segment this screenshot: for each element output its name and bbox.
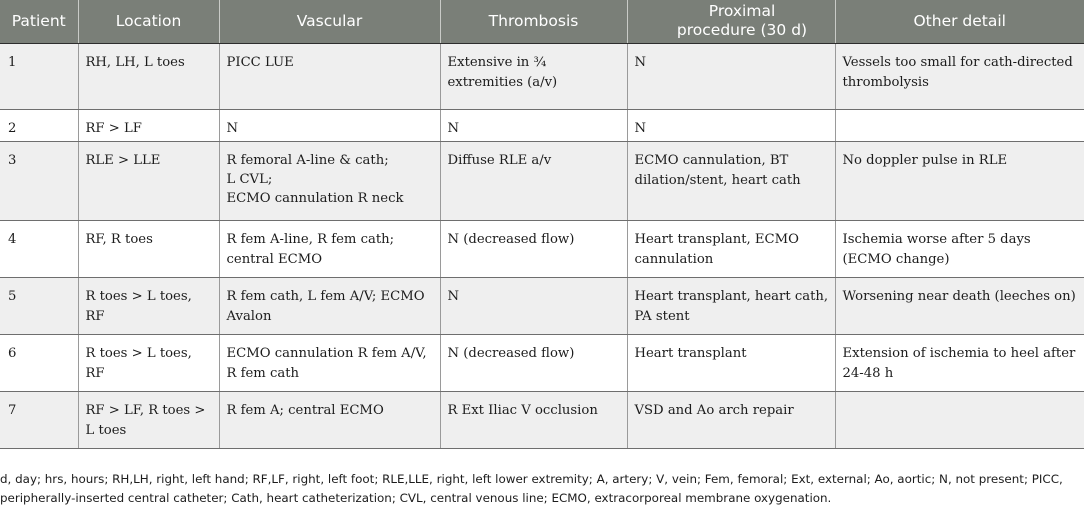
cell-other-detail: Ischemia worse after 5 days (ECMO change) — [835, 220, 1084, 277]
cell-thrombosis: Extensive in ¾ extremities (a/v) — [440, 43, 627, 109]
cell-thrombosis: N — [440, 277, 627, 334]
cell-proximal-procedure: N — [627, 109, 835, 141]
cell-location: RH, LH, L toes — [78, 43, 219, 109]
cell-thrombosis: R Ext Iliac V occlusion — [440, 391, 627, 448]
table-row — [0, 391, 1084, 448]
header-other-detail: Other detail — [835, 0, 1084, 43]
cell-location: R toes > L toes, RF — [78, 334, 219, 391]
cell-location: RF > LF, R toes > L toes — [78, 391, 219, 448]
cell-patient: 7 — [0, 391, 78, 448]
header-proximal-procedure: Proximal procedure (30 d) — [627, 0, 835, 43]
cell-location: RF, R toes — [78, 220, 219, 277]
table-row — [0, 109, 1084, 141]
cell-location: R toes > L toes, RF — [78, 277, 219, 334]
cell-patient: 6 — [0, 334, 78, 391]
cell-proximal-procedure: VSD and Ao arch repair — [627, 391, 835, 448]
cell-other-detail: Worsening near death (leeches on) — [835, 277, 1084, 334]
cell-proximal-procedure: Heart transplant, ECMO cannulation — [627, 220, 835, 277]
header-thrombosis: Thrombosis — [440, 0, 627, 43]
cell-other-detail — [835, 109, 1084, 141]
cell-proximal-procedure: N — [627, 43, 835, 109]
cell-vascular: R fem cath, L fem A/V; ECMO Avalon — [219, 277, 440, 334]
header-patient: Patient — [0, 0, 78, 43]
cell-other-detail: Extension of ischemia to heel after 24-48 h — [835, 334, 1084, 391]
cell-other-detail — [835, 391, 1084, 448]
table-row — [0, 141, 1084, 220]
header-location: Location — [78, 0, 219, 43]
cell-vascular: ECMO cannulation R fem A/V, R fem cath — [219, 334, 440, 391]
table-footnote: d, day; hrs, hours; RH,LH, right, left hand; RF,LF, right, left foot; RLE,LLE, right, left lower extremity; A, artery; V, vein; Fem, femoral; Ext, external; Ao, aortic; N, not present; PICC, peripherally-inserted central catheter; Cath, heart catheterization; CVL, central venous line; ECMO, extracorporeal membrane oxygenation. — [0, 472, 1063, 505]
cell-thrombosis: Diffuse RLE a/v — [440, 141, 627, 220]
cell-vascular: PICC LUE — [219, 43, 440, 109]
cell-location: RLE > LLE — [78, 141, 219, 220]
cell-patient: 1 — [0, 43, 78, 109]
cell-patient: 3 — [0, 141, 78, 220]
header-vascular: Vascular — [219, 0, 440, 43]
cell-vascular: R fem A; central ECMO — [219, 391, 440, 448]
cell-thrombosis: N — [440, 109, 627, 141]
cell-thrombosis: N (decreased flow) — [440, 220, 627, 277]
table-header-row — [0, 0, 1084, 43]
cell-vascular: R fem A-line, R fem cath; central ECMO — [219, 220, 440, 277]
cell-patient: 2 — [0, 109, 78, 141]
table-row — [0, 43, 1084, 109]
cell-vascular: R femoral A-line & cath; L CVL; ECMO cannulation R neck — [219, 141, 440, 220]
cell-proximal-procedure: Heart transplant — [627, 334, 835, 391]
cell-proximal-procedure: ECMO cannulation, BT dilation/stent, heart cath — [627, 141, 835, 220]
cell-thrombosis: N (decreased flow) — [440, 334, 627, 391]
table-row — [0, 220, 1084, 277]
cell-location: RF > LF — [78, 109, 219, 141]
table-row — [0, 334, 1084, 391]
table-row — [0, 277, 1084, 334]
cell-patient: 4 — [0, 220, 78, 277]
cell-vascular: N — [219, 109, 440, 141]
cell-other-detail: No doppler pulse in RLE — [835, 141, 1084, 220]
cell-proximal-procedure: Heart transplant, heart cath, PA stent — [627, 277, 835, 334]
cell-patient: 5 — [0, 277, 78, 334]
cell-other-detail: Vessels too small for cath-directed thrombolysis — [835, 43, 1084, 109]
